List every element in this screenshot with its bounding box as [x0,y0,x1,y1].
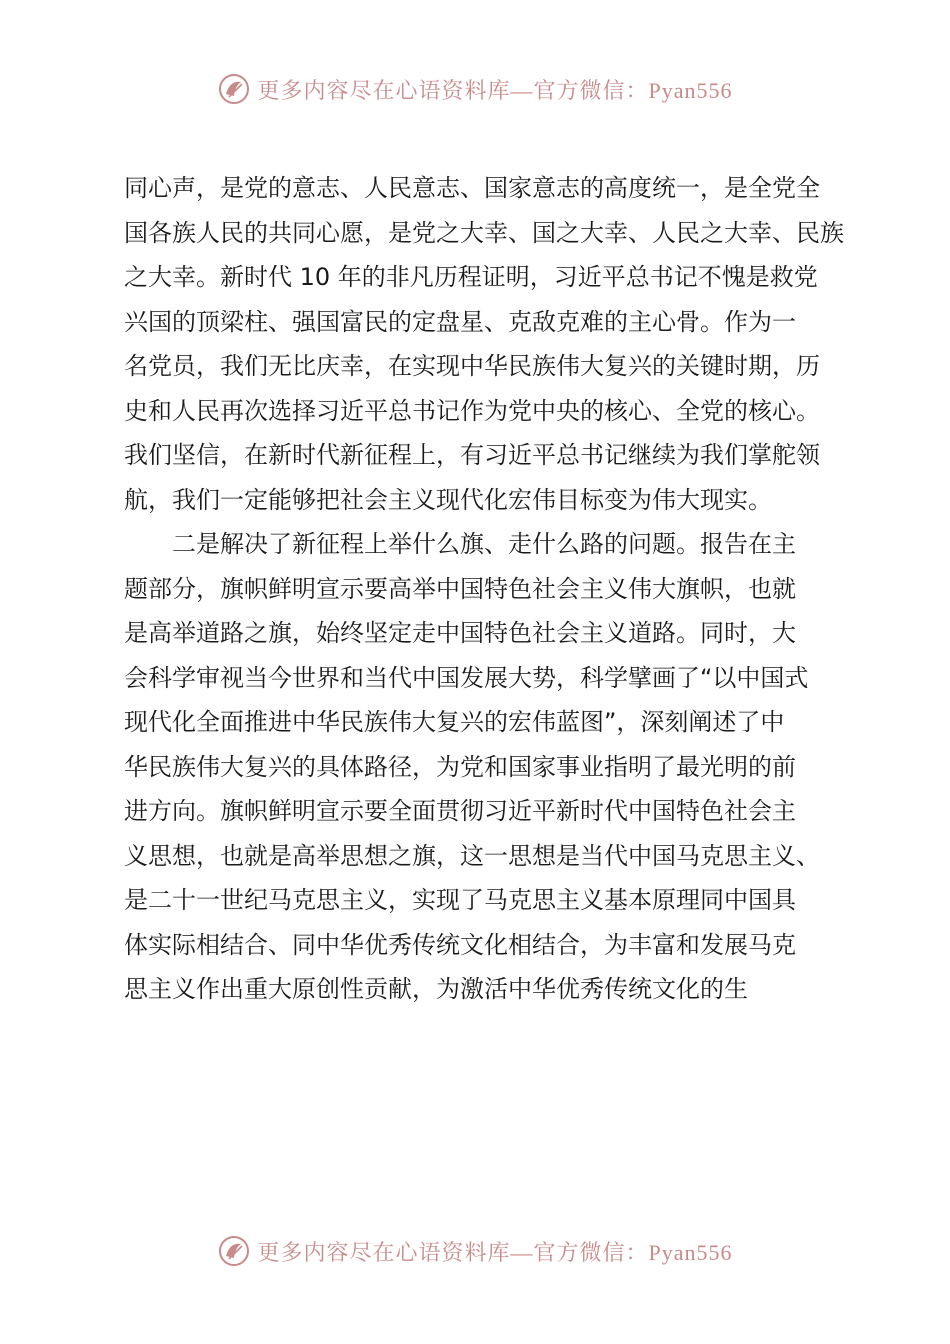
text-line: 义思想，也就是高举思想之旗，这一思想是当代中国马克思主义、 [124,841,820,870]
header-watermark-text: 更多内容尽在心语资料库—官方微信：Pyan556 [257,77,733,103]
footer-watermark [0,1234,950,1268]
text-line: 同心声，是党的意志、人民意志、国家意志的高度统一，是全党全 [124,174,820,202]
text-line: 航，我们一定能够把社会主义现代化宏伟目标变为伟大现实。 [124,485,772,514]
text-line: 之大幸。新时代 10 年的非凡历程证明，习近平总书记不愧是救党 [124,263,818,291]
text-line: 国各族人民的共同心愿，是党之大幸、国之大幸、人民之大幸、民族 [124,218,844,247]
text-line: 名党员，我们无比庆幸，在实现中华民族伟大复兴的关键时期，历 [124,352,820,380]
footer-watermark-text: 更多内容尽在心语资料库—官方微信：Pyan556 [257,1239,733,1265]
text-line: 是二十一世纪马克思主义，实现了马克思主义基本原理同中国具 [124,886,796,914]
text-line: 进方向。旗帜鲜明宣示要全面贯彻习近平新时代中国特色社会主 [124,797,796,825]
text-line: 体实际相结合、同中华优秀传统文化相结合，为丰富和发展马克 [124,930,796,959]
text-line: 题部分，旗帜鲜明宣示要高举中国特色社会主义伟大旗帜，也就 [124,574,796,603]
text-line: 会科学审视当今世界和当代中国发展大势，科学擘画了“以中国式 [124,663,809,692]
text-line: 我们坚信，在新时代新征程上，有习近平总书记继续为我们掌舵领 [124,441,820,469]
text-line: 思主义作出重大原创性贡献，为激活中华优秀传统文化的生 [124,975,748,1003]
text-line: 兴国的顶梁柱、强国富民的定盘星、克敌克难的主心骨。作为一 [124,307,796,336]
paragraph-start-line: 二是解决了新征程上举什么旗、走什么路的问题。报告在主 [172,530,796,558]
text-line: 是高举道路之旗，始终坚定走中国特色社会主义道路。同时，大 [124,619,796,647]
header-watermark [0,72,950,106]
text-line: 现代化全面推进中华民族伟大复兴的宏伟蓝图”，深刻阐述了中 [124,708,785,736]
body-text [124,166,844,1012]
watermark-logo-icon [217,72,251,106]
text-line: 史和人民再次选择习近平总书记作为党中央的核心、全党的核心。 [124,396,820,425]
text-line: 华民族伟大复兴的具体路径，为党和国家事业指明了最光明的前 [124,752,796,781]
watermark-logo-icon [217,1234,251,1268]
